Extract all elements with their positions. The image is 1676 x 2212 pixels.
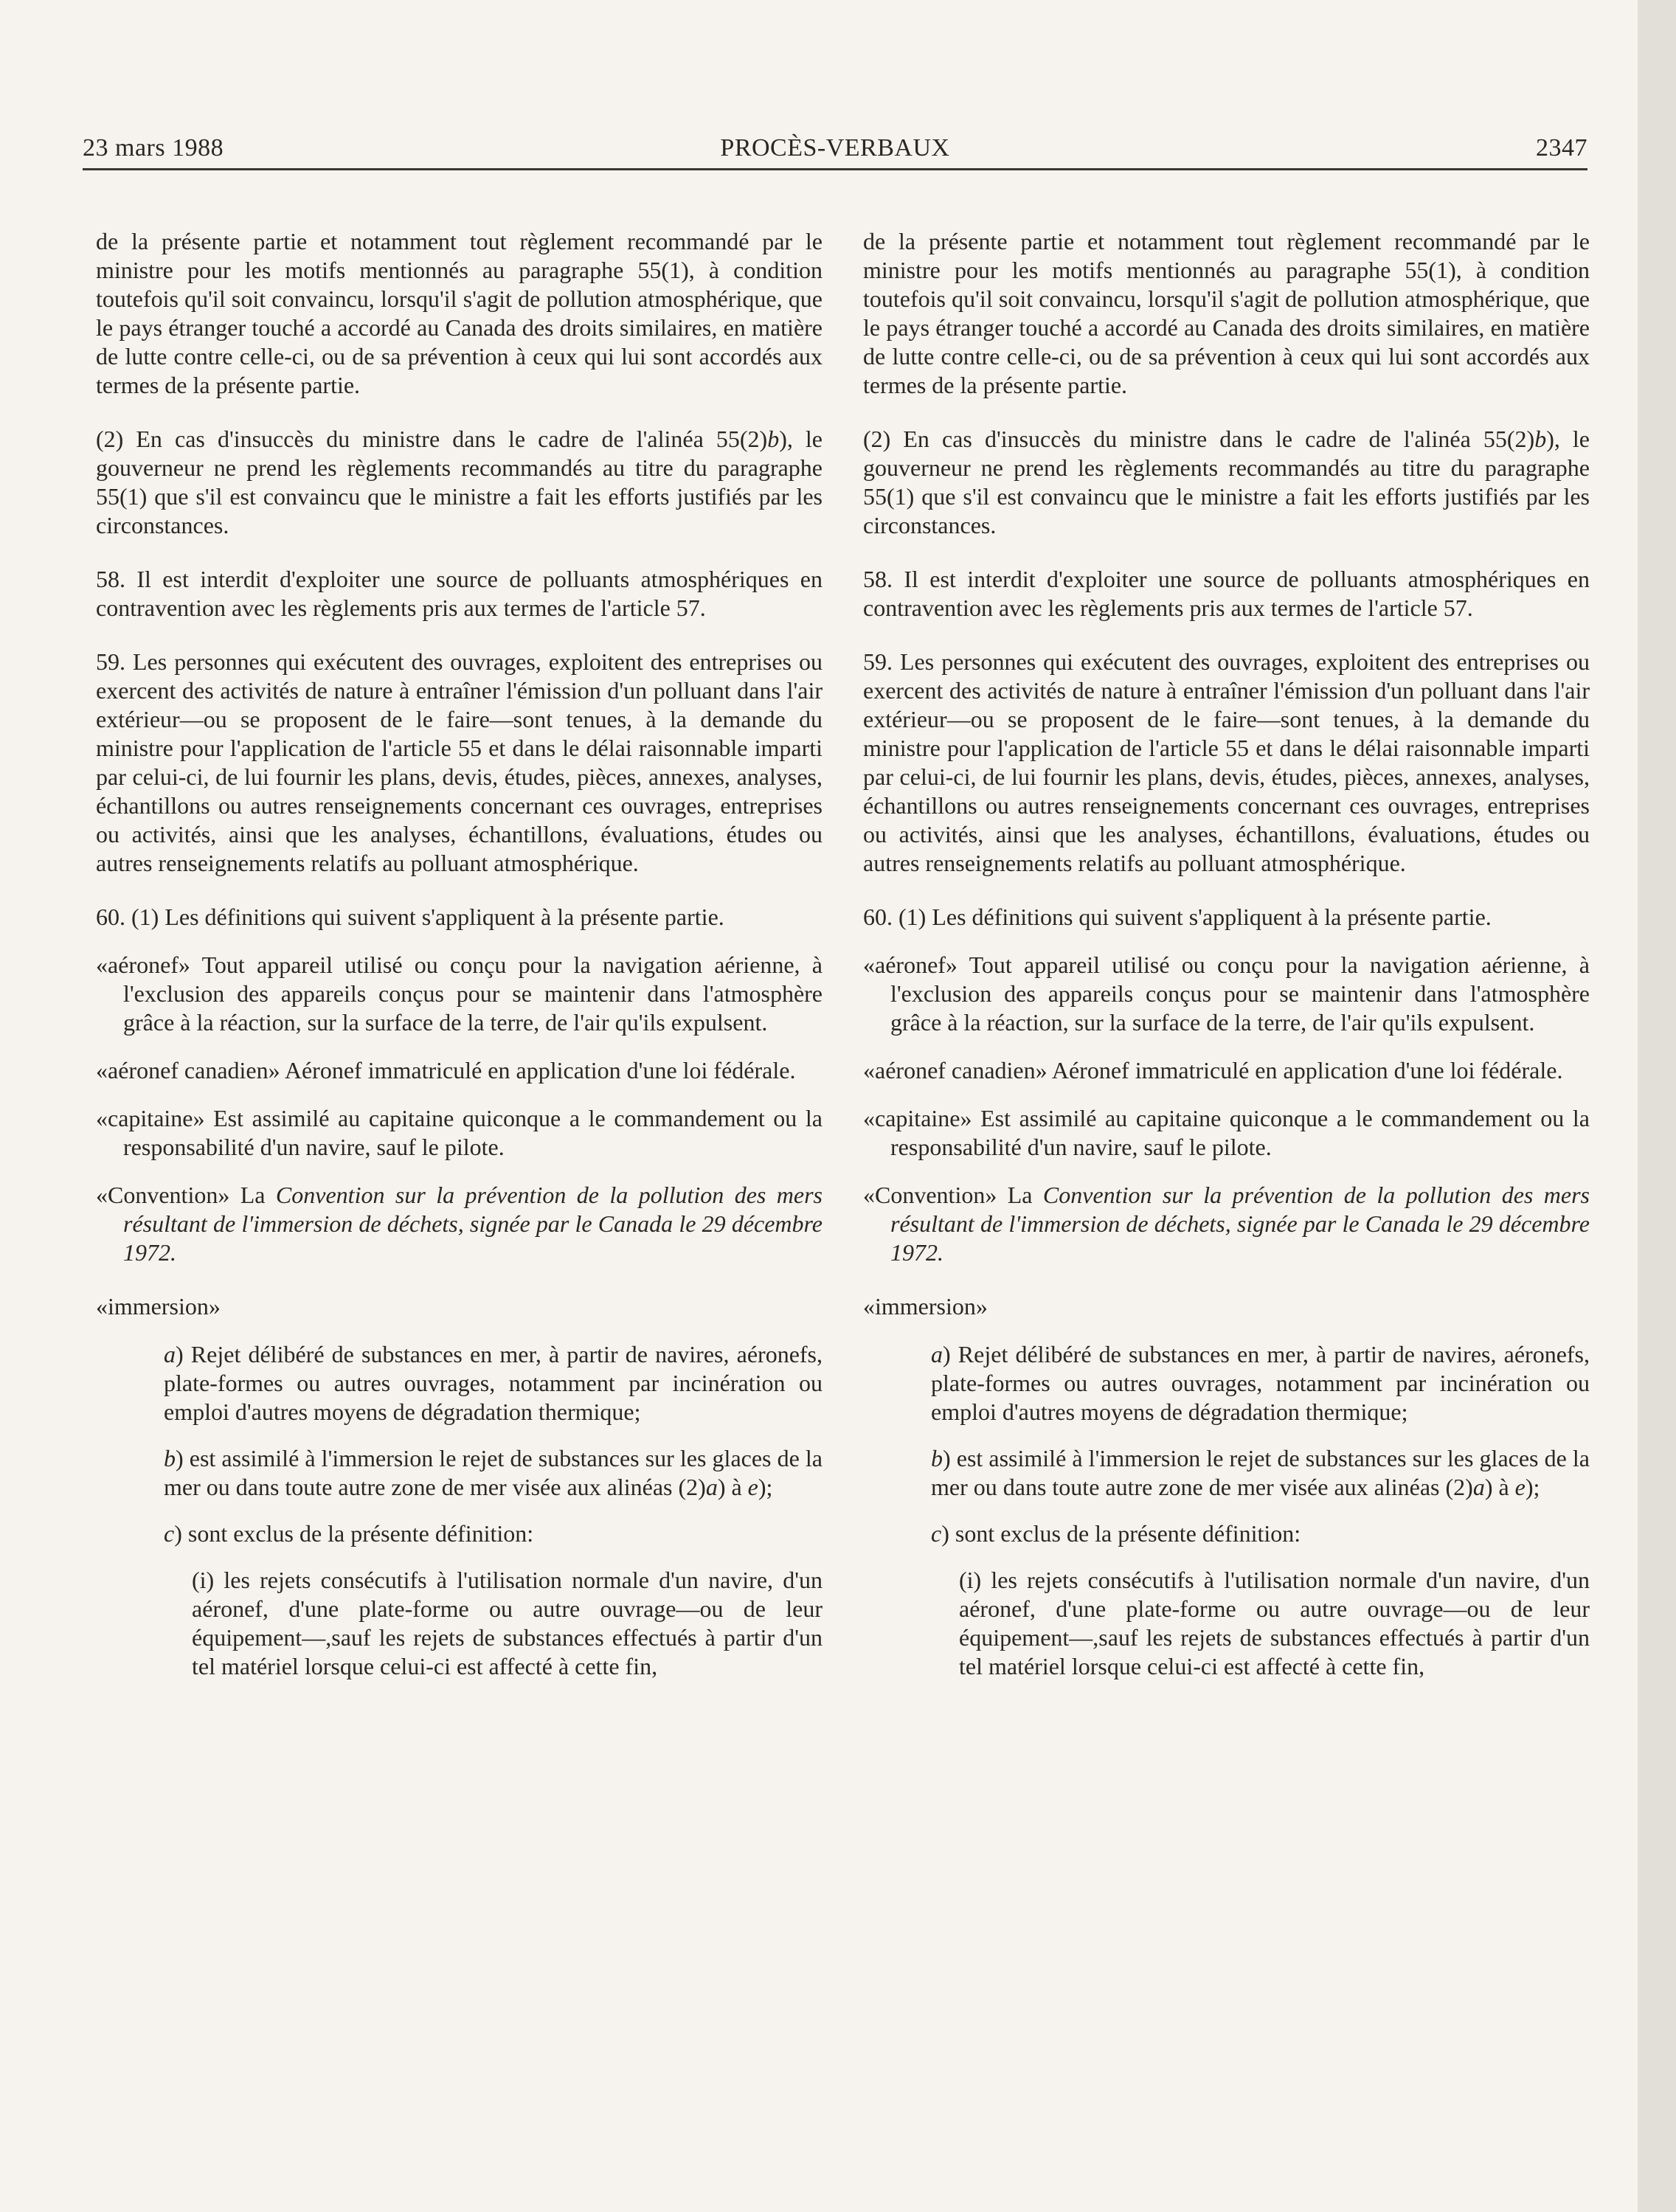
definition-capitaine: «capitaine» Est assimilé au capitaine quiconque a le commandement ou la responsabilité d'un navire, sauf le pilote.: [96, 1105, 823, 1160]
immersion-item-a: a) Rejet délibéré de substances en mer, à partir de navires, aéronefs, plate-formes ou autres ouvrages, notamment par incinération ou emploi d'autres moyens de dégradation thermique;: [164, 1341, 823, 1425]
paragraph-2: (2) En cas d'insuccès du ministre dans le cadre de l'alinéa 55(2)b), le gouverneur ne prend les règlements recommandés au titre du paragraphe 55(1) que s'il est convaincu que le ministre a fait les efforts justifiés par les circonstances.: [863, 426, 1590, 538]
definition-aeronef: «aéronef» Tout appareil utilisé ou conçu pour la navigation aérienne, à l'exclusion des appareils conçus pour se maintenir dans l'atmosphère grâce à la réaction, sur la surface de la terre, de l'air qu'ils expulsent.: [96, 951, 823, 1036]
immersion-item-b: b) est assimilé à l'immersion le rejet de substances sur les glaces de la mer ou dans toute autre zone de mer visée aux alinéas (2)a) à e);: [931, 1445, 1590, 1500]
paragraph-continuation: de la présente partie et notamment tout règlement recommandé par le ministre pour les motifs mentionnés au paragraphe 55(1), à condition toutefois qu'il soit convaincu, lorsqu'il s'agit de pollution atmosphérique, que le pays étranger touché a accordé au Canada des droits similaires, en matière de lutte contre celle-ci, ou de sa prévention à ceux qui lui sont accordés aux termes de la présente partie.: [863, 228, 1590, 398]
paragraph-2: (2) En cas d'insuccès du ministre dans le cadre de l'alinéa 55(2)b), le gouverneur ne prend les règlements recommandés au titre du paragraphe 55(1) que s'il est convaincu que le ministre a fait les efforts justifiés par les circonstances.: [96, 426, 823, 538]
article-58: 58. Il est interdit d'exploiter une source de polluants atmosphériques en contravention avec les règlements pris aux termes de l'article 57.: [96, 566, 823, 621]
page-edge: [1638, 0, 1676, 2212]
article-59: 59. Les personnes qui exécutent des ouvrages, exploitent des entreprises ou exercent des activités de nature à entraîner l'émission d'un polluant dans l'air extérieur—ou se proposent de le faire—sont tenues, à la demande du ministre pour l'application de l'article 55 et dans le délai raisonnable imparti par celui-ci, de lui fournir les plans, devis, études, pièces, annexes, analyses, échantillons ou autres renseignements concernant ces ouvrages, entreprises ou activités, ainsi que les analyses, échantillons, évaluations, études ou autres renseignements relatifs au polluant atmosphérique.: [96, 648, 823, 876]
article-59: 59. Les personnes qui exécutent des ouvrages, exploitent des entreprises ou exercent des activités de nature à entraîner l'émission d'un polluant dans l'air extérieur—ou se proposent de le faire—sont tenues, à la demande du ministre pour l'application de l'article 55 et dans le délai raisonnable imparti par celui-ci, de lui fournir les plans, devis, études, pièces, annexes, analyses, échantillons ou autres renseignements concernant ces ouvrages, entreprises ou activités, ainsi que les analyses, échantillons, évaluations, études ou autres renseignements relatifs au polluant atmosphérique.: [863, 648, 1590, 876]
definition-immersion: «immersion»: [96, 1293, 221, 1320]
immersion-item-b: b) est assimilé à l'immersion le rejet de substances sur les glaces de la mer ou dans toute autre zone de mer visée aux alinéas (2)a) à e);: [164, 1445, 823, 1500]
definition-convention: «Convention» La Convention sur la prévention de la pollution des mers résultant de l'immersion de déchets, signée par le Canada le 29 décembre 1972.: [96, 1182, 823, 1266]
immersion-item-a: a) Rejet délibéré de substances en mer, à partir de navires, aéronefs, plate-formes ou autres ouvrages, notamment par incinération ou emploi d'autres moyens de dégradation thermique;: [931, 1341, 1590, 1425]
definition-aeronef-canadien: «aéronef canadien» Aéronef immatriculé en application d'une loi fédérale.: [863, 1057, 1563, 1084]
page-header: [83, 124, 1587, 170]
immersion-item-c-i: (i) les rejets consécutifs à l'utilisation normale d'un navire, d'un aéronef, d'une plate-forme ou autre ouvrage—ou de leur équipement—,sauf les rejets de substances effectués à partir d'un tel matériel lorsque celui-ci est affecté à cette fin,: [192, 1567, 823, 1679]
right-column: [863, 227, 1590, 1699]
definition-immersion: «immersion»: [863, 1293, 988, 1320]
immersion-item-c-i: (i) les rejets consécutifs à l'utilisation normale d'un navire, d'un aéronef, d'une plate-forme ou autre ouvrage—ou de leur équipement—,sauf les rejets de substances effectués à partir d'un tel matériel lorsque celui-ci est affecté à cette fin,: [959, 1567, 1590, 1679]
definition-capitaine: «capitaine» Est assimilé au capitaine quiconque a le commandement ou la responsabilité d'un navire, sauf le pilote.: [863, 1105, 1590, 1160]
article-58: 58. Il est interdit d'exploiter une source de polluants atmosphériques en contravention avec les règlements pris aux termes de l'article 57.: [863, 566, 1590, 621]
definition-aeronef: «aéronef» Tout appareil utilisé ou conçu pour la navigation aérienne, à l'exclusion des appareils conçus pour se maintenir dans l'atmosphère grâce à la réaction, sur la surface de la terre, de l'air qu'ils expulsent.: [863, 951, 1590, 1036]
definition-convention: «Convention» La Convention sur la prévention de la pollution des mers résultant de l'immersion de déchets, signée par le Canada le 29 décembre 1972.: [863, 1182, 1590, 1266]
immersion-item-c: c) sont exclus de la présente définition:: [164, 1520, 534, 1547]
article-60: 60. (1) Les définitions qui suivent s'appliquent à la présente partie.: [863, 904, 1492, 930]
article-60: 60. (1) Les définitions qui suivent s'appliquent à la présente partie.: [96, 904, 724, 930]
page-number: 2347: [1536, 134, 1587, 162]
immersion-item-c: c) sont exclus de la présente définition:: [931, 1520, 1301, 1547]
header-date: 23 mars 1988: [83, 134, 224, 162]
left-column: [96, 227, 823, 1699]
header-title: PROCÈS-VERBAUX: [720, 134, 950, 162]
definition-aeronef-canadien: «aéronef canadien» Aéronef immatriculé en application d'une loi fédérale.: [96, 1057, 796, 1084]
paragraph-continuation: de la présente partie et notamment tout règlement recommandé par le ministre pour les motifs mentionnés au paragraphe 55(1), à condition toutefois qu'il soit convaincu, lorsqu'il s'agit de pollution atmosphérique, que le pays étranger touché a accordé au Canada des droits similaires, en matière de lutte contre celle-ci, ou de sa prévention à ceux qui lui sont accordés aux termes de la présente partie.: [96, 228, 823, 398]
